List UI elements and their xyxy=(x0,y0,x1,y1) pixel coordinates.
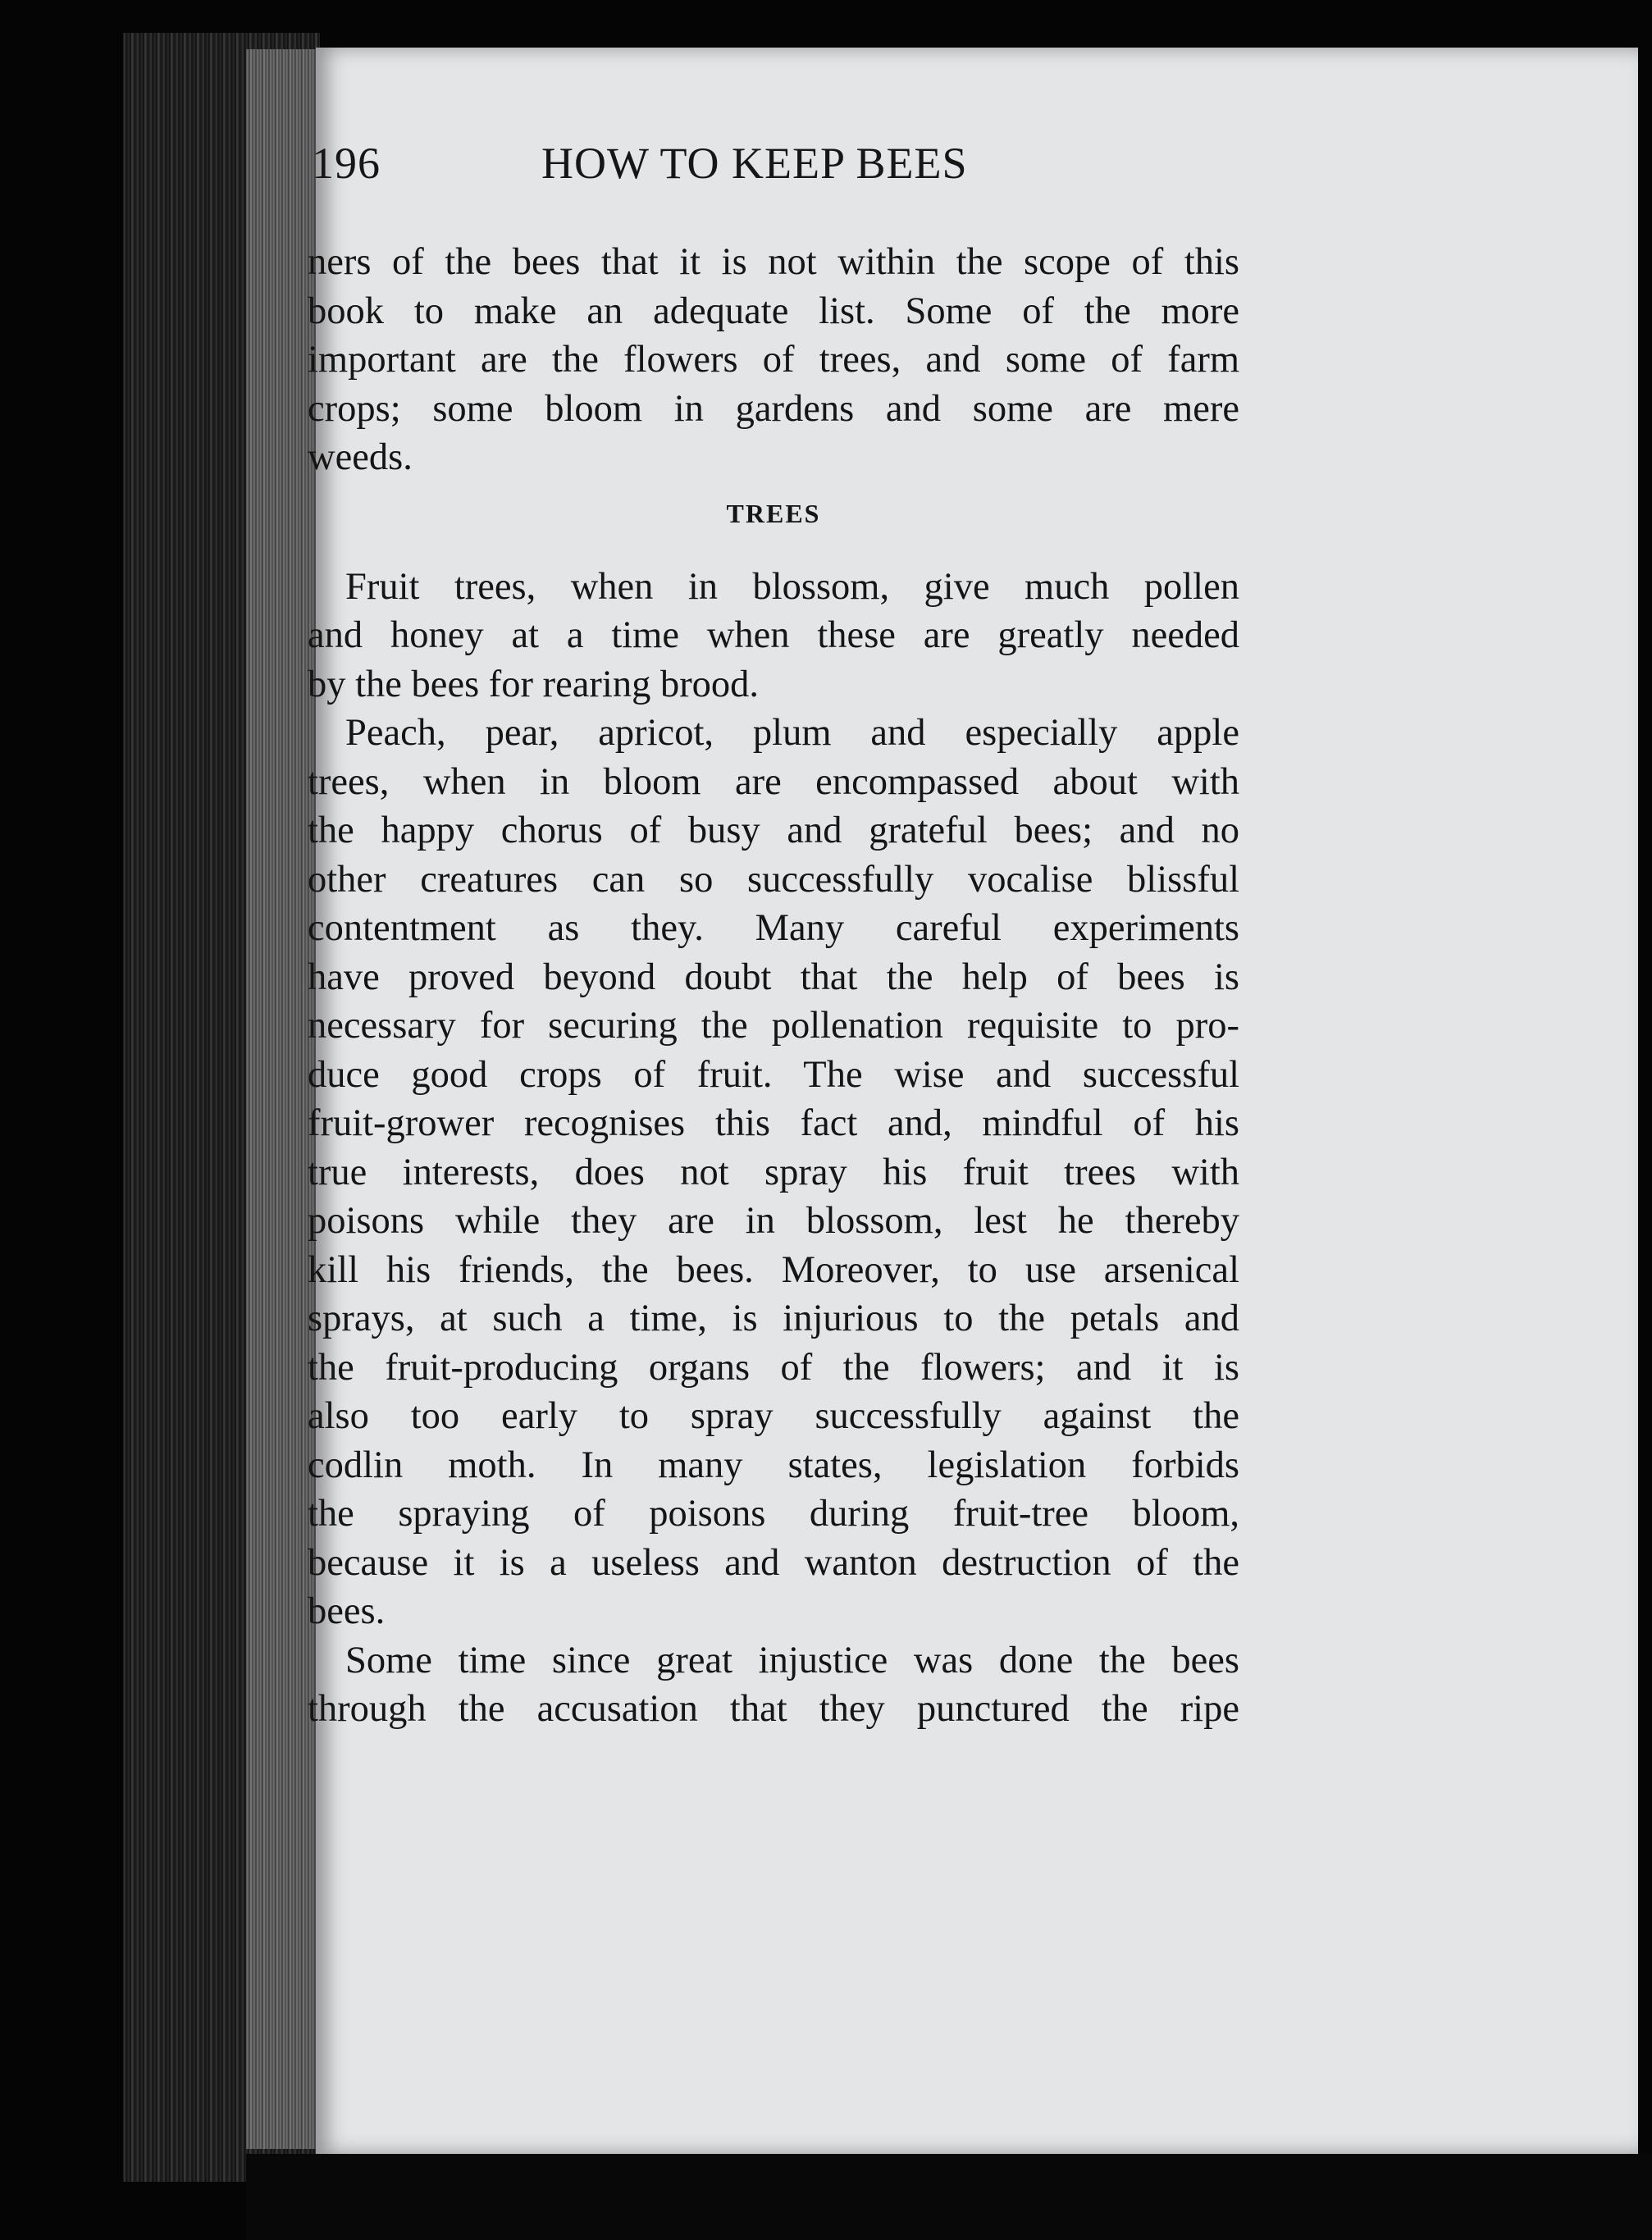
page-stack-edge xyxy=(246,49,316,2149)
bottom-shadow xyxy=(246,2154,1652,2240)
text-line: Some time since great injustice was done the bees xyxy=(345,1639,1239,1681)
text-line: necessary for securing the pollenation requisite to pro- xyxy=(308,1005,1239,1047)
text-line: and honey at a time when these are greatly needed xyxy=(308,614,1239,656)
text-line: because it is a useless and wanton destruction of the xyxy=(308,1541,1239,1584)
text-line: have proved beyond doubt that the help of bees is xyxy=(308,956,1239,998)
text-line: Fruit trees, when in blossom, give much pollen xyxy=(345,565,1239,608)
text-line: duce good crops of fruit. The wise and successful xyxy=(308,1053,1239,1096)
running-title: HOW TO KEEP BEES xyxy=(541,139,968,188)
text-line: contentment as they. Many careful experiments xyxy=(308,907,1239,949)
text-line: by the bees for rearing brood. xyxy=(308,663,760,705)
page-number: 196 xyxy=(312,139,381,188)
text-line: through the accusation that they punctured the ripe xyxy=(308,1688,1239,1730)
text-line: Peach, pear, apricot, plum and especially apple xyxy=(345,712,1239,754)
text-line: kill his friends, the bees. Moreover, to use arsenical xyxy=(308,1248,1239,1291)
text-line: bees. xyxy=(308,1590,386,1632)
text-line: the fruit-producing organs of the flowers; and it is xyxy=(308,1346,1239,1389)
text-line: ners of the bees that it is not within the scope of this xyxy=(308,241,1239,283)
text-line: poisons while they are in blossom, lest he thereby xyxy=(308,1200,1239,1242)
text-line: other creatures can so successfully vocalise blissful xyxy=(308,858,1239,901)
text-line: the spraying of poisons during fruit-tree bloom, xyxy=(308,1493,1239,1535)
text-line: fruit-grower recognises this fact and, mindful of his xyxy=(308,1102,1239,1144)
running-head xyxy=(312,138,1050,203)
text-line: important are the flowers of trees, and some of farm xyxy=(308,339,1239,381)
text-line: book to make an adequate list. Some of the more xyxy=(308,290,1239,332)
text-line: also too early to spray successfully against the xyxy=(308,1395,1239,1437)
body-text xyxy=(308,238,1239,1734)
text-line: weeds. xyxy=(308,436,413,478)
section-heading: TREES xyxy=(726,498,821,528)
text-line: codlin moth. In many states, legislation forbids xyxy=(308,1444,1239,1486)
text-line: crops; some bloom in gardens and some are mere xyxy=(308,387,1239,430)
text-line: trees, when in bloom are encompassed about with xyxy=(308,760,1239,803)
text-line: true interests, does not spray his fruit trees with xyxy=(308,1151,1239,1193)
text-line: the happy chorus of busy and grateful bees; and no xyxy=(308,810,1239,851)
text-line: sprays, at such a time, is injurious to the petals and xyxy=(308,1298,1239,1339)
